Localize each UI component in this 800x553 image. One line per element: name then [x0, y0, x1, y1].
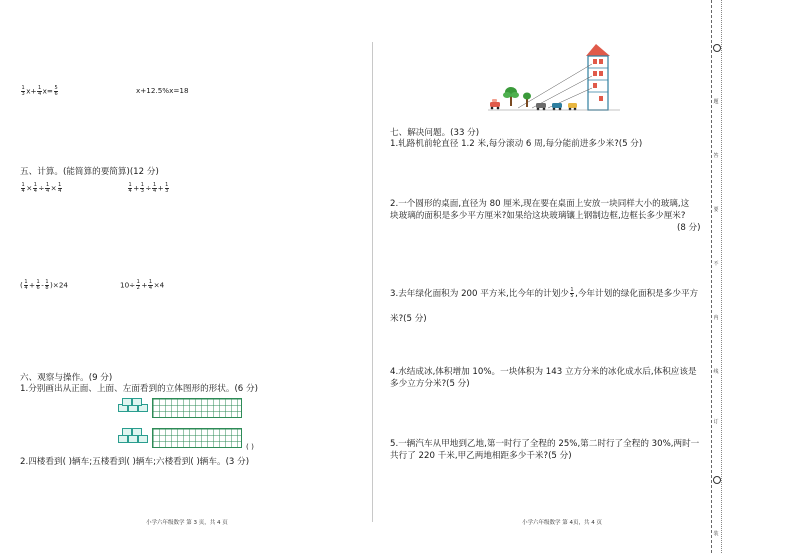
trees-icon: [503, 87, 531, 107]
fraction: $\frac{1}{4}$: [37, 85, 42, 97]
page-footer-right: 小学六年级数学 第 4页，共 4 页: [522, 520, 602, 526]
section-7-title: 七、解决问题。(33 分): [390, 128, 480, 138]
binding-char: 要: [713, 207, 719, 213]
binding-line: [711, 0, 712, 553]
question-3-line-2: 米?(5 分): [390, 314, 427, 324]
question-4-line-1: 4.水结成冰,体积增加 10%。一块体积为 143 立方分米的冰化成水后,体积应该是: [390, 367, 697, 377]
binding-char: 题: [713, 99, 719, 105]
binding-hole-icon: [713, 476, 721, 484]
binding-char: 内: [713, 315, 719, 321]
fraction: $\frac{1}{5}$: [570, 287, 574, 299]
page-footer-left: 小学六年级数学 第 3 页，共 4 页: [146, 520, 228, 526]
section-6-question-2: 2.四楼看到( )辆车;五楼看到( )辆车;六楼看到( )辆车。(3 分): [20, 457, 250, 467]
question-2-line-2: 块玻璃的面积是多少平方厘米?如果给这块玻璃镶上钢制边框,边框长多少厘米?: [390, 211, 686, 221]
solid-figure-2: [118, 425, 152, 447]
calc-expression-1: $\frac{1}{4}$ × $\frac{1}{4}$ ÷ $\frac{1}{4}$ × $\frac{1}{4}$: [21, 182, 62, 194]
answer-paren: ( ): [246, 442, 254, 451]
binding-char: 线: [713, 369, 719, 375]
fraction: $\frac{1}{3}$: [21, 85, 25, 97]
binding-char: 订: [713, 419, 719, 425]
question-3-line-1: 3.去年绿化面积为 200 平方米,比今年的计划少 $\frac{1}{5}$ ,今年计划的绿化面积是多少平方: [390, 287, 699, 299]
section-6-title: 六、观察与操作。(9 分): [20, 373, 113, 383]
solid-figure-1: [118, 396, 152, 418]
calc-expression-2: $\frac{1}{4}$ + $\frac{1}{3}$ ÷ $\frac{1}{4}$ + $\frac{1}{3}$: [128, 182, 169, 194]
binding-hole-icon: [713, 44, 721, 52]
equation-1: $\frac{1}{3}$ x+ $\frac{1}{4}$ x= $\frac{5}{6}$: [21, 85, 58, 97]
question-2-score: (8 分): [677, 223, 701, 233]
sight-lines-icon: [518, 64, 592, 108]
page-divider: [372, 42, 373, 522]
tower-street-illustration: [488, 40, 620, 112]
question-4-line-2: 多少立方分米?(5 分): [390, 379, 470, 389]
answer-grid-2[interactable]: [152, 428, 242, 448]
question-1: 1.轧路机前轮直径 1.2 米,每分滚动 6 周,每分能前进多少米?(5 分): [390, 139, 643, 149]
question-2-line-1: 2.一个圆形的桌面,直径为 80 厘米,现在要在桌面上安放一块同样大小的玻璃,这: [390, 199, 690, 209]
binding-char: 不: [713, 261, 719, 267]
answer-grid-1[interactable]: [152, 398, 242, 418]
calc-expression-4: 10÷ $\frac{1}{2}$ + $\frac{1}{4}$ ×4: [120, 279, 165, 291]
binding-char: 答: [713, 153, 719, 159]
question-5-line-1: 5.一辆汽车从甲地到乙地,第一时行了全程的 25%,第二时行了全程的 30%,两时一: [390, 439, 700, 449]
section-5-title: 五、计算。(能简算的要简算)(12 分): [20, 167, 159, 177]
calc-expression-3: ( $\frac{1}{4}$ + $\frac{1}{6}$ - $\frac{1}{8}$ )×24: [20, 279, 68, 291]
question-5-line-2: 共行了 220 千米,甲乙两地相距多少千米?(5 分): [390, 451, 572, 461]
binding-char: 装: [713, 531, 719, 537]
equation-2: x+12.5%x=18: [136, 86, 189, 95]
binding-line-inner: [721, 0, 722, 553]
fraction: $\frac{5}{6}$: [54, 85, 58, 97]
section-6-question-1: 1.分别画出从正面、上面、左面看到的立体图形的形状。(6 分): [20, 384, 258, 394]
